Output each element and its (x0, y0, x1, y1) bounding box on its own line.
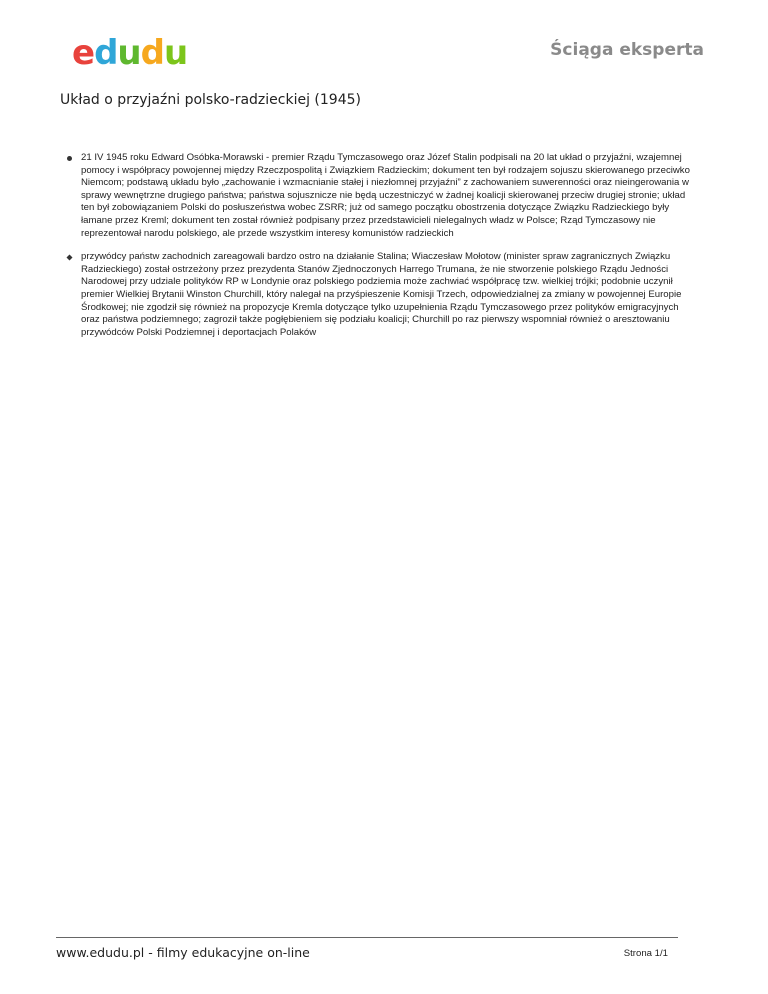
edudu-logo (72, 30, 188, 73)
page-title: Układ o przyjaźni polsko-radzieckiej (1945) (60, 92, 361, 108)
logo-letter-d: d (94, 33, 118, 73)
footer-site-link[interactable]: www.edudu.pl - filmy edukacyjne on-line (56, 945, 310, 960)
page-number: Strona 1/1 (623, 948, 668, 959)
logo-letter-d: d (140, 33, 164, 73)
footer-divider (56, 937, 678, 938)
logo-letter-u: u (163, 33, 188, 73)
list-item (66, 251, 691, 339)
bullet-diamond-icon (66, 254, 72, 260)
logo-letter-e: e (72, 33, 95, 73)
list-item (66, 152, 691, 240)
bullet-list (66, 152, 691, 350)
list-item-text: 21 IV 1945 roku Edward Osóbka-Morawski - premier Rządu Tymczasowego oraz Józef Stalin podpisali na 20 lat układ o przyjaźni, wzajemnej pomocy i współpracy powojennej między Rzeczpospolitą i Związkiem Radzieckim; dokument ten był rodzajem sojuszu skierowanego przeciwko Niemcom; podstawą układu było „zachowanie i wzmacnianie stałej i niezłomnej przyjaźni” z zachowaniem suwerenności oraz nieingerowania w sprawy wewnętrzne drugiego państwa; państwa sojusznicze nie będą uczestniczyć w żadnej koalicji skierowanej przeciw drugiej stronie; układ ten był zobowiązaniem Polski do posłuszeństwa wobec ZSRR; już od samego początku obostrzenia dotyczące Związku Radzieckiego były łamane przez Kreml; dokument ten został również podpisany przez przedstawicieli nielegalnych władz w Polsce; Rząd Tymczasowy nie reprezentował narodu polskiego, ale przede wszystkim interesy komunistów radzieckich (81, 152, 690, 239)
logo-letter-u: u (117, 33, 141, 73)
header-tagline: Ściąga eksperta (550, 40, 704, 60)
bullet-dot-icon (67, 156, 72, 161)
list-item-text: przywódcy państw zachodnich zareagowali bardzo ostro na działanie Stalina; Wiaczesław Mołotow (minister spraw zagranicznych Związku Radzieckiego) został ostrzeżony przez prezydenta Stanów Zjednoczonych Harrego Trumana, że nie stworzenie polskiego Rządu Jedności Narodowej przy udziale polityków RP w Londynie oraz polskiego podziemia może zachwiać współpracę tzw. wielkiej trójki; podobnie uczynił premier Wielkiej Brytanii Winston Churchill, który nalegał na przyśpieszenie Komisji Trzech, odpowiedzialnej za zmiany w powojennej Europie Środkowej; nie zgodził się również na propozycje Kremla dotyczące tylko uzupełnienia Rządu Tymczasowego przez polityków emigracyjnych oraz państwa podziemnego; zagroził także pogłębieniem się podziału koalicji; Churchill po raz pierwszy wspomniał również o aresztowaniu przywódców Polski Podziemnej i deportacjach Polaków (81, 251, 682, 338)
